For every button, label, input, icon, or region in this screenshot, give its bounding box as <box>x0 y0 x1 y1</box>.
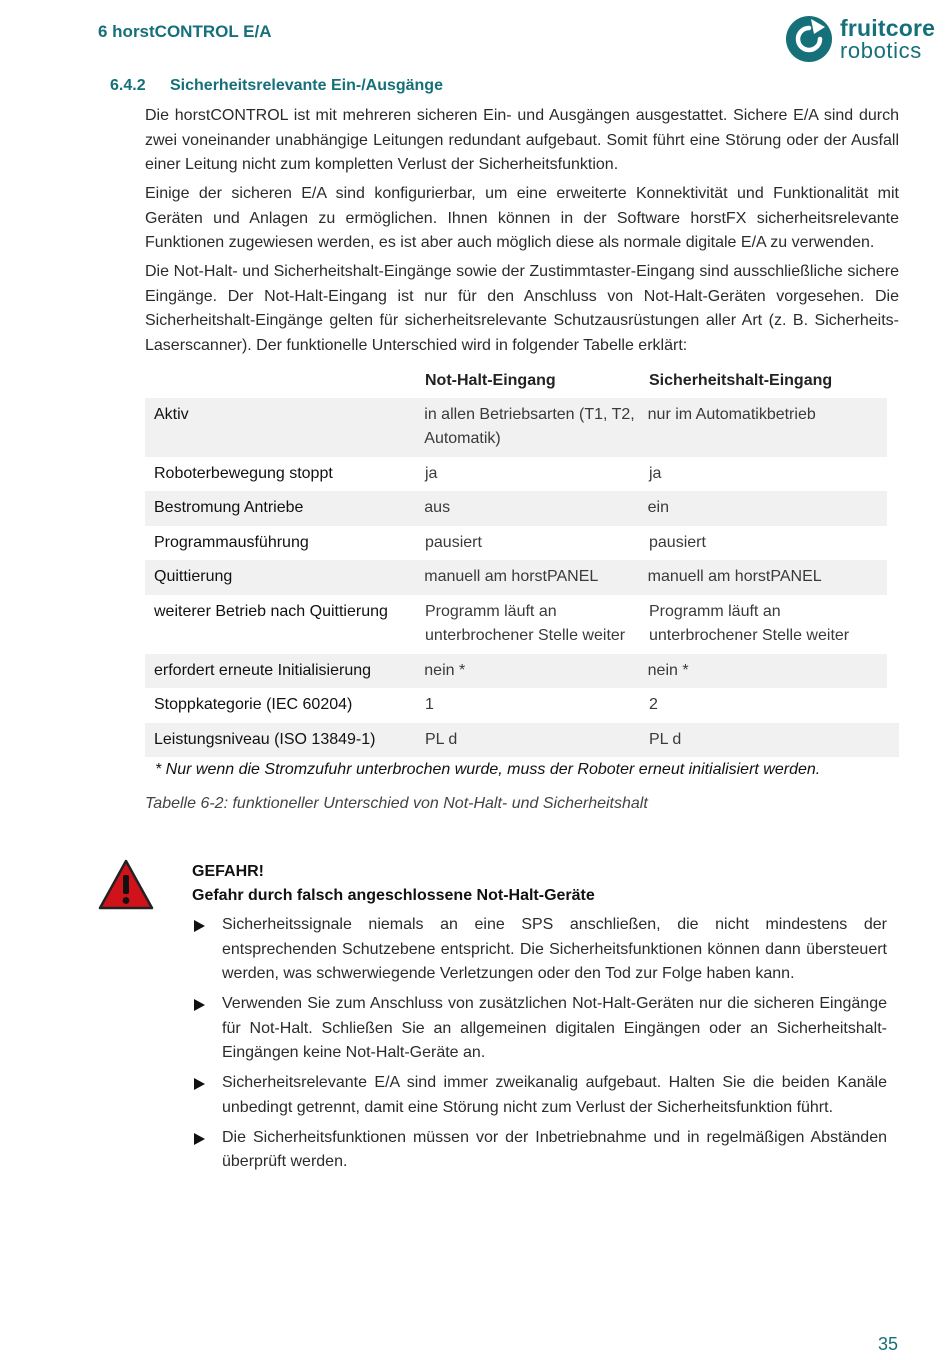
table-cell: nur im Automatikbetrieb <box>647 405 816 423</box>
table-row <box>145 457 899 492</box>
table-cell: PL d <box>649 730 682 748</box>
list-item <box>192 1126 887 1175</box>
table-cell: 1 <box>425 696 434 713</box>
paragraph: Die horstCONTROL ist mit mehreren sicheren Ein- und Ausgängen ausgestattet. Sichere E/A sind durch zwei voneinander unabhängige Leitungen redundant aufgebaut. Somit führt eine Störung oder der Ausfall einer Leitung nicht zum kompletten Verlust der Sicherheitsfunktion. <box>145 107 899 173</box>
table-cell: in allen Betriebsarten (T1, T2, Automatik) <box>424 405 635 447</box>
warning-triangle-icon <box>97 858 155 912</box>
list-item <box>192 1071 887 1120</box>
list-item <box>192 913 887 987</box>
table-cell: Bestromung Antriebe <box>154 499 304 516</box>
table-cell: PL d <box>425 730 458 748</box>
danger-list <box>192 913 887 1180</box>
table-cell: pausiert <box>425 533 482 551</box>
table-cell: Quittierung <box>154 568 233 585</box>
table-header-cell: Not-Halt-Eingang <box>425 372 556 389</box>
table-cell: nein * <box>424 661 466 679</box>
table-cell: pausiert <box>649 533 706 551</box>
table-header-cell <box>145 369 425 394</box>
comparison-table <box>145 364 899 757</box>
table-cell: weiterer Betrieb nach Quittierung <box>154 602 388 620</box>
list-item-text: Sicherheitssignale niemals an eine SPS anschließen, die nicht mindestens der entsprechenden Schutzebene entspricht. Die Sicherheitsfunktionen können dann übersteuert werden, was schwerwiegende Verletzungen oder den Tod zur Folge haben kann. <box>222 916 887 982</box>
table-cell: aus <box>424 499 451 516</box>
danger-subtitle: Gefahr durch falsch angeschlossene Not-Halt-Geräte <box>192 887 595 904</box>
bullet-arrow-icon <box>194 1133 205 1145</box>
fruitcore-logo-icon <box>784 14 834 64</box>
table-cell: Programm läuft an unterbrochener Stelle weiter <box>425 602 626 644</box>
table-row <box>145 595 899 654</box>
section-heading <box>110 77 443 95</box>
bullet-arrow-icon <box>194 999 205 1011</box>
list-item-text: Verwenden Sie zum Anschluss von zusätzlichen Not-Halt-Geräten nur die sicheren Eingänge für Not-Halt. Schließen Sie an allgemeinen digitalen Eingängen oder an Sicherheitshalt-Eingängen keine Not-Halt-Geräte an. <box>222 995 887 1061</box>
table-cell: ja <box>425 464 438 482</box>
table-cell: 2 <box>649 696 658 713</box>
paragraph: Die Not-Halt- und Sicherheitshalt-Eingänge sowie der Zustimmtaster-Eingang sind ausschließliche sichere Eingänge. Der Not-Halt-Eingang ist nur für den Anschluss von Not-Halt-Geräten vorgesehen. Die Sicherheitshalt-Eingänge gelten für sicherheitsrelevante Schutzausrüstungen aller Art (z. B. Sicherheits-Laserscanner). Der funktionelle Unterschied wird in folgender Tabelle erklärt: <box>145 263 899 354</box>
paragraph: Einige der sicheren E/A sind konfigurierbar, um eine erweiterte Konnektivität und Funktionalität mit Geräten und Anlagen zu ermöglichen. Ihnen können in der Software horstFX sicherheitsrelevante Funktionen zugewiesen werden, es ist aber auch möglich diese als normale digitale E/A zu verwenden. <box>145 185 899 251</box>
list-item <box>192 992 887 1066</box>
table-footnote: * Nur wenn die Stromzufuhr unterbrochen wurde, muss der Roboter erneut initialisiert werden. <box>155 761 821 778</box>
table-cell: Roboterbewegung stoppt <box>154 464 333 482</box>
bullet-arrow-icon <box>194 920 205 932</box>
table-row <box>145 398 887 457</box>
table-cell: manuell am horstPANEL <box>424 568 599 585</box>
section-title: Sicherheitsrelevante Ein-/Ausgänge <box>170 77 443 94</box>
table-cell: Programmausführung <box>154 533 309 551</box>
section-number: 6.4.2 <box>110 77 146 94</box>
table-caption: Tabelle 6-2: funktioneller Unterschied von Not-Halt- und Sicherheitshalt <box>145 795 648 812</box>
table-cell: manuell am horstPANEL <box>647 568 822 585</box>
table-cell: Leistungsniveau (ISO 13849-1) <box>154 730 376 748</box>
table-cell: Stoppkategorie (IEC 60204) <box>154 696 353 713</box>
table-row <box>145 526 899 561</box>
table-cell: ein <box>647 499 670 516</box>
logo-wordmark-top: fruitcore <box>840 15 936 41</box>
logo-wordmark-bottom: robotics <box>840 38 922 63</box>
list-item-text: Die Sicherheitsfunktionen müssen vor der Inbetriebnahme und in regelmäßigen Abständen überprüft werden. <box>222 1128 887 1170</box>
table-cell: nein * <box>647 661 689 679</box>
table-header-cell: Sicherheitshalt-Eingang <box>649 372 833 389</box>
table-cell: ja <box>649 464 662 482</box>
bullet-arrow-icon <box>194 1078 205 1090</box>
page-number: 35 <box>878 1334 899 1354</box>
table-cell: Programm läuft an unterbrochener Stelle weiter <box>649 602 850 644</box>
list-item-text: Sicherheitsrelevante E/A sind immer zweikanalig aufgebaut. Halten Sie die beiden Kanäle unbedingt getrennt, damit eine Störung nicht zum Verlust der Sicherheitsfunktion führt. <box>222 1074 887 1116</box>
table-cell: erfordert erneute Initialisierung <box>154 661 372 679</box>
table-row <box>145 654 887 689</box>
table-row <box>145 688 899 723</box>
company-logo <box>784 14 944 66</box>
table-cell: Aktiv <box>154 405 189 423</box>
table-header-row <box>145 364 899 398</box>
table-row <box>145 560 887 595</box>
danger-title: GEFAHR! <box>192 863 264 880</box>
table-row <box>145 723 899 758</box>
table-row <box>145 491 887 526</box>
chapter-title: 6 horstCONTROL E/A <box>98 22 272 41</box>
